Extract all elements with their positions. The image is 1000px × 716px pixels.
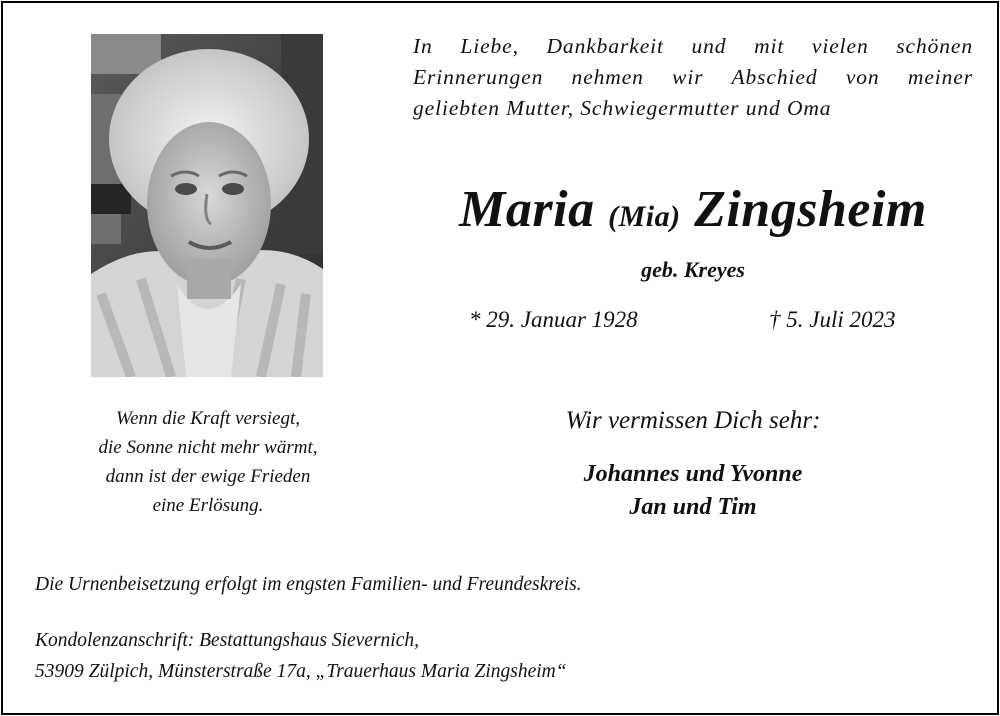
death-date: † 5. Juli 2023: [769, 307, 896, 332]
first-name: Maria: [459, 181, 595, 238]
intro-text: [413, 31, 973, 124]
poem-line: dann ist der ewige Frieden: [105, 466, 311, 487]
poem-line: die Sonne nicht mehr wärmt,: [98, 437, 318, 458]
intro-line: In Liebe, Dankbarkeit und mit vielen schönen: [413, 34, 973, 58]
poem-line: eine Erlösung.: [152, 495, 264, 516]
maiden-name: geb. Kreyes: [641, 257, 745, 282]
intro-line: Erinnerungen nehmen wir Abschied von meiner: [413, 65, 973, 89]
portrait-photo: [91, 34, 323, 377]
deceased-name: [413, 175, 973, 252]
birth-date: * 29. Januar 1928: [469, 307, 638, 332]
mourner-line: Jan und Tim: [629, 494, 757, 520]
poem-line: Wenn die Kraft versiegt,: [116, 408, 300, 429]
burial-notice: Die Urnenbeisetzung erfolgt im engsten Familien- und Freundeskreis.: [35, 574, 582, 595]
last-name: Zingsheim: [694, 181, 927, 238]
intro-line: geliebten Mutter, Schwiegermutter und Oma: [413, 96, 832, 120]
mourner-line: Johannes und Yvonne: [583, 461, 803, 487]
portrait-image: [91, 34, 323, 377]
poem: [43, 404, 373, 520]
nickname: (Mia): [608, 200, 681, 233]
mourners-names: [413, 458, 973, 524]
mourners-heading: Wir vermissen Dich sehr:: [565, 407, 821, 434]
condolence-line-1: Kondolenzanschrift: Bestattungshaus Sievernich,: [35, 630, 420, 651]
obituary-card: [1, 1, 999, 715]
condolence-line-2: 53909 Zülpich, Münsterstraße 17a, „Trauerhaus Maria Zingsheim“: [35, 661, 567, 682]
condolence-address: [35, 625, 567, 687]
